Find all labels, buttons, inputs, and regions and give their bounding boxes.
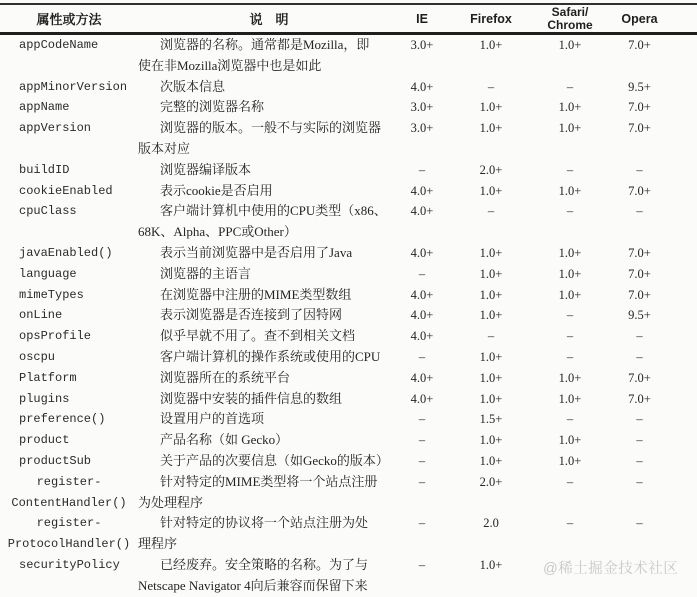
description-line: 浏览器的版本。一般不与实际的浏览器 [160, 120, 382, 136]
property-cell [0, 555, 138, 576]
description-cell [138, 326, 400, 347]
ie-version-cell: – [418, 412, 426, 427]
property-name-line: cpuClass [19, 204, 77, 219]
description-line: 已经废弃。安全策略的名称。为了与 [160, 556, 369, 572]
watermark: @稀土掘金技术社区 [543, 561, 679, 577]
firefox-version-cell: 2.0+ [479, 474, 503, 489]
description-line: 浏览器中安装的插件信息的数组 [160, 390, 343, 406]
safari-chrome-version-cell: – [566, 349, 574, 364]
table-row [0, 389, 697, 410]
description-cell [138, 77, 400, 98]
description-line: 理程序 [138, 536, 178, 552]
table-row [0, 181, 697, 202]
property-cell [0, 451, 138, 472]
description-line: 客户端计算机中使用的CPU类型（x86、 [160, 203, 387, 219]
description-line: 设置用户的首选项 [160, 411, 265, 427]
safari-chrome-version-cell: 1.0+ [558, 391, 582, 406]
table-row [0, 118, 697, 160]
table-row [0, 160, 697, 181]
firefox-version-cell: 1.0+ [479, 391, 503, 406]
property-name-line: cookieEnabled [19, 183, 113, 198]
firefox-version-cell: 1.0+ [479, 308, 503, 323]
property-cell [0, 389, 138, 410]
property-name-line: preference() [19, 412, 106, 427]
table-row [0, 472, 697, 514]
property-cell [0, 97, 138, 118]
description-cell [138, 160, 400, 181]
description-cell [138, 264, 400, 285]
opera-version-cell: 7.0+ [628, 266, 651, 281]
opera-version-cell: – [636, 204, 643, 219]
table-row [0, 430, 697, 451]
description-cell [138, 243, 400, 264]
description-cell [138, 430, 400, 451]
opera-version-cell: – [636, 349, 643, 364]
table-header-row [0, 5, 697, 35]
description-line: 似乎早就不用了。查不到相关文档 [160, 328, 356, 344]
firefox-version-cell: – [487, 329, 495, 344]
property-name-line: register- [36, 516, 102, 531]
property-cell [0, 118, 138, 139]
ie-version-cell: – [418, 433, 426, 448]
ie-version-cell: – [418, 453, 426, 468]
property-name-line: onLine [19, 308, 63, 323]
column-header-property: 属性或方法 [36, 12, 102, 27]
opera-version-cell: 7.0+ [628, 121, 651, 136]
property-name-line: appCodeName [19, 38, 99, 52]
safari-chrome-version-cell: 1.0+ [558, 433, 582, 448]
ie-version-cell: 4.0+ [410, 204, 434, 219]
property-name-line: productSub [19, 453, 92, 468]
safari-chrome-version-cell: – [566, 329, 574, 344]
ie-version-cell: 4.0+ [410, 308, 434, 323]
description-line: 针对特定的MIME类型将一个站点注册 [160, 473, 378, 489]
description-line: Netscape Navigator 4向后兼容而保留下来 [138, 577, 368, 593]
property-cell [0, 472, 138, 514]
safari-chrome-version-cell: 1.0+ [558, 245, 582, 260]
column-header-opera: Opera [621, 11, 658, 26]
property-cell [0, 326, 138, 347]
opera-version-cell: – [636, 412, 643, 427]
description-cell [138, 451, 400, 472]
description-cell [138, 368, 400, 389]
safari-chrome-version-cell: – [566, 308, 574, 323]
description-line: 表示浏览器是否连接到了因特网 [160, 307, 343, 323]
ie-version-cell: 4.0+ [410, 79, 434, 94]
firefox-version-cell: 1.0+ [479, 287, 503, 302]
table-row [0, 201, 697, 243]
opera-version-cell: – [636, 516, 643, 531]
ie-version-cell: 4.0+ [410, 329, 434, 344]
description-line: 68K、Alpha、PPC或Other） [138, 224, 297, 240]
ie-version-cell: – [418, 516, 426, 531]
description-cell [138, 555, 400, 597]
description-cell [138, 409, 400, 430]
table-row [0, 77, 697, 98]
description-line: 关于产品的次要信息（如Gecko的版本） [160, 452, 389, 468]
safari-chrome-version-cell: 1.0+ [558, 266, 582, 281]
safari-chrome-version-cell: 1.0+ [558, 38, 582, 52]
description-line: 浏览器的主语言 [160, 265, 252, 281]
firefox-version-cell: 1.0+ [479, 433, 503, 448]
property-name-line: plugins [19, 391, 70, 406]
table-row [0, 451, 697, 472]
description-line: 客户端计算机的操作系统或使用的CPU [160, 348, 381, 364]
description-line: 浏览器的名称。通常都是Mozilla，即 [160, 37, 370, 52]
description-line: 产品名称（如 Gecko） [160, 432, 289, 448]
property-cell [0, 513, 138, 555]
table-row [0, 285, 697, 306]
safari-chrome-version-cell: 1.0+ [558, 183, 582, 198]
firefox-version-cell: 1.0+ [479, 100, 503, 115]
safari-chrome-version-cell: – [566, 162, 574, 177]
description-line: 为处理程序 [138, 494, 204, 510]
ie-version-cell: 3.0+ [410, 38, 434, 52]
description-line: 针对特定的协议将一个站点注册为处 [160, 515, 369, 531]
property-name-line: appMinorVersion [19, 79, 128, 94]
description-line: 完整的浏览器名称 [160, 99, 265, 115]
table-row [0, 326, 697, 347]
opera-version-cell: 7.0+ [628, 245, 651, 260]
opera-version-cell: – [636, 433, 643, 448]
description-cell [138, 181, 400, 202]
property-name-line: product [19, 433, 70, 448]
safari-chrome-version-cell: 1.0+ [558, 453, 582, 468]
ie-version-cell: 4.0+ [410, 245, 434, 260]
opera-version-cell: – [636, 329, 643, 344]
opera-version-cell: 7.0+ [628, 370, 651, 385]
property-name-line: register- [36, 474, 102, 489]
description-cell [138, 389, 400, 410]
safari-chrome-version-cell: – [566, 412, 574, 427]
property-cell [0, 368, 138, 389]
table-row [0, 97, 697, 118]
safari-chrome-version-cell: 1.0+ [558, 370, 582, 385]
description-line: 浏览器编译版本 [160, 161, 252, 177]
description-line: 在浏览器中注册的MIME类型数组 [160, 286, 352, 302]
navigator-properties-table [0, 3, 697, 597]
opera-version-cell: 7.0+ [628, 38, 651, 52]
opera-version-cell: 9.5+ [628, 308, 651, 323]
column-header-description: 说 明 [249, 12, 289, 27]
property-cell [0, 409, 138, 430]
property-cell [0, 181, 138, 202]
ie-version-cell: – [418, 557, 426, 572]
property-cell [0, 430, 138, 451]
description-cell [138, 97, 400, 118]
firefox-version-cell: – [487, 204, 495, 219]
ie-version-cell: 4.0+ [410, 370, 434, 385]
column-header-ie: IE [416, 11, 428, 26]
property-name-line: Platform [19, 370, 77, 385]
property-cell [0, 35, 138, 56]
firefox-version-cell: 1.0+ [479, 38, 503, 52]
property-cell [0, 160, 138, 181]
opera-version-cell: – [636, 474, 643, 489]
property-cell [0, 347, 138, 368]
property-cell [0, 305, 138, 326]
opera-version-cell: 7.0+ [628, 391, 651, 406]
table-row [0, 305, 697, 326]
table-row [0, 264, 697, 285]
ie-version-cell: – [418, 266, 426, 281]
property-name-line: ContentHandler() [11, 495, 127, 510]
description-line: 次版本信息 [160, 78, 226, 94]
property-cell [0, 285, 138, 306]
property-name-line: securityPolicy [19, 557, 120, 572]
safari-chrome-version-cell: 1.0+ [558, 121, 582, 136]
opera-version-cell: – [636, 453, 643, 468]
safari-chrome-version-cell: – [566, 79, 574, 94]
table-row [0, 368, 697, 389]
property-name-line: buildID [19, 162, 70, 177]
firefox-version-cell: 1.5+ [479, 412, 503, 427]
table-row [0, 409, 697, 430]
safari-chrome-version-cell: – [566, 516, 574, 531]
safari-chrome-version-cell: – [566, 474, 574, 489]
description-cell [138, 118, 400, 160]
firefox-version-cell: 1.0+ [479, 121, 503, 136]
firefox-version-cell: 1.0+ [479, 557, 503, 572]
firefox-version-cell: 1.0+ [479, 183, 503, 198]
ie-version-cell: 4.0+ [410, 391, 434, 406]
column-header-firefox: Firefox [470, 11, 512, 26]
description-line: 使在非Mozilla浏览器中也是如此 [138, 57, 322, 73]
firefox-version-cell: 2.0+ [479, 162, 503, 177]
description-line: 浏览器所在的系统平台 [160, 369, 291, 385]
property-cell [0, 243, 138, 264]
property-name-line: mimeTypes [19, 287, 84, 302]
safari-chrome-version-cell: 1.0+ [558, 100, 582, 115]
description-cell [138, 347, 400, 368]
ie-version-cell: 3.0+ [410, 100, 434, 115]
firefox-version-cell: 1.0+ [479, 266, 503, 281]
firefox-version-cell: 2.0 [483, 516, 499, 531]
ie-version-cell: 4.0+ [410, 287, 434, 302]
property-cell [0, 264, 138, 285]
safari-chrome-version-cell: 1.0+ [558, 287, 582, 302]
property-name-line: language [19, 266, 77, 281]
property-name-line: ProtocolHandler() [7, 537, 131, 552]
description-cell [138, 305, 400, 326]
firefox-version-cell: 1.0+ [479, 349, 503, 364]
table-row [0, 513, 697, 555]
description-cell [138, 472, 400, 514]
ie-version-cell: – [418, 349, 426, 364]
ie-version-cell: – [418, 474, 426, 489]
description-cell [138, 35, 400, 77]
property-cell [0, 201, 138, 222]
description-cell [138, 513, 400, 555]
table-row [0, 347, 697, 368]
safari-chrome-version-cell: – [566, 204, 574, 219]
firefox-version-cell: 1.0+ [479, 453, 503, 468]
opera-version-cell: 7.0+ [628, 287, 651, 302]
firefox-version-cell: 1.0+ [479, 370, 503, 385]
property-cell [0, 77, 138, 98]
opera-version-cell: 7.0+ [628, 183, 651, 198]
description-line: 版本对应 [138, 140, 191, 156]
ie-version-cell: – [418, 162, 426, 177]
ie-version-cell: 4.0+ [410, 183, 434, 198]
description-cell [138, 201, 400, 243]
description-cell [138, 285, 400, 306]
chrome-header-line: Chrome [547, 17, 593, 32]
firefox-version-cell: – [487, 79, 495, 94]
description-line: 表示cookie是否启用 [160, 182, 273, 198]
table-body [0, 35, 697, 597]
description-line: 表示当前浏览器中是否启用了Java [160, 244, 353, 260]
property-name-line: appVersion [19, 121, 92, 136]
property-name-line: appName [19, 100, 70, 115]
property-name-line: opsProfile [19, 329, 92, 344]
firefox-version-cell: 1.0+ [479, 245, 503, 260]
table-row [0, 243, 697, 264]
property-name-line: oscpu [19, 349, 56, 364]
opera-version-cell: – [636, 162, 643, 177]
column-header-safari-chrome [538, 6, 602, 32]
opera-version-cell: 9.5+ [628, 79, 651, 94]
safari-header-line: Safari/ [551, 4, 589, 19]
ie-version-cell: 3.0+ [410, 121, 434, 136]
table-row [0, 35, 697, 77]
opera-version-cell: 7.0+ [628, 100, 651, 115]
property-name-line: javaEnabled() [19, 245, 113, 260]
